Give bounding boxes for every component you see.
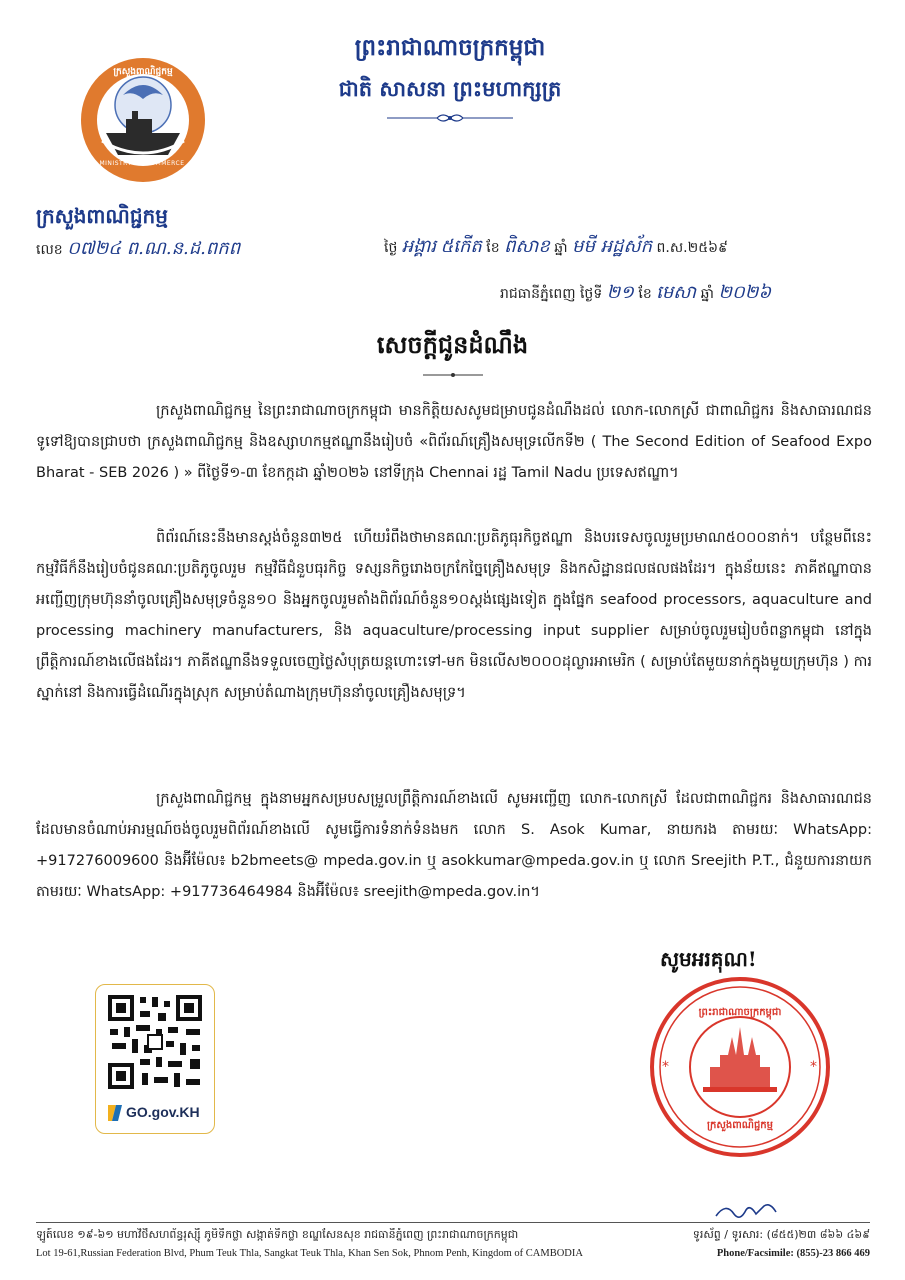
document-title: សេចក្តីជូនដំណឹង — [376, 330, 529, 359]
kingdom-header: ព្រះរាជាណាចក្រកម្ពុជា — [354, 34, 546, 61]
lunar-date — [384, 234, 728, 261]
footer-address-en: Lot 19-61,Russian Federation Blvd, Phum Teuk Thla, Sangkat Teuk Thla, Khan Sen Sok, Phnom Penh, Kingdom of CAMBODIA — [36, 1248, 583, 1259]
ministry-name: ក្រសួងពាណិជ្ជកម្ម — [36, 204, 168, 228]
footer-divider — [36, 1222, 870, 1223]
body-paragraph-3: ក្រសួងពាណិជ្ជកម្ម ក្នុងនាមអ្នកសម្របសម្រួលព្រឹត្តិការណ៍ខាងលើ សូមអញ្ជើញ លោក-លោកស្រី ដែលជាពាណិជ្ជករ និងសាធារណជន ដែលមានចំណាប់អារម្មណ៍ចង់ចូលរួមពិព័រណ៍ខាងលើ សូមធ្វើការទំនាក់ទំនងមក លោក S. Asok Kumar, នាយករង តាមរយៈ WhatsApp: +917276009600 និងអ៊ីម៉ែល៖ b2bmeets@ mpeda.gov.in ឬ asokkumar@mpeda.gov.in ឬ លោក Sreejith P.T., ជំនួយការនាយក តាមរយៈ WhatsApp: +917736464984 និងអ៊ីម៉ែល៖ sreejith@mpeda.gov.in។ — [36, 791, 872, 900]
solar-month: មេសា — [656, 282, 697, 303]
qr-code-icon — [106, 993, 204, 1091]
seal-outer-text: ព្រះរាជាណាចក្រកម្ពុជា — [698, 1007, 782, 1018]
lunar-month: ពិសាខ — [504, 236, 550, 257]
body-paragraph-2: ពិព័រណ៍នេះនឹងមានស្តង់ចំនួន៣២៥ ហើយរំពឹងថាមានគណៈប្រតិភូធុរកិច្ចឥណ្ឌា និងបរទេសចូលរួមប្រមាណ៥០០០នាក់។ បន្ថែមពីនេះ កម្មវិធីក៏នឹងរៀបចំជូនគណៈប្រតិភូចូលរួម កម្មវិធីជំនួបធុរកិច្ច ទស្សនកិច្ចរោងចក្រកែច្នៃគ្រឿងសមុទ្រ និងកសិដ្ឋានជលផលផងដែរ។ ក្នុងន័យនេះ ភាគីឥណ្ឌាបានអញ្ជើញក្រុមហ៊ុននាំចូលគ្រឿងសមុទ្រចំនួន១០ និងអ្នកចូលរួមតាំងពិព័រណ៍ចំនួន១០ស្តង់ផ្សេងទៀត ក្នុងផ្នែក seafood processors, aquaculture and processing machinery manufacturers, និង aquaculture/processing input supplier សម្រាប់ចូលរួមរៀបចំពន្លាកម្ពុជា នៅក្នុងព្រឹត្តិការណ៍ខាងលើផងដែរ។ ភាគីឥណ្ឌានឹងទទួលចេញថ្លៃសំបុត្រយន្តហោះទៅ-មក មិនលើស២០០០ដុល្លារអាមេរិក ( សម្រាប់តែមួយនាក់ក្នុងមួយក្រុមហ៊ុន ) ការស្នាក់នៅ និងការធ្វើដំណើរក្នុងស្រុក សម្រាប់តំណាងក្រុមហ៊ុននាំចូលគ្រឿងសមុទ្រ។ — [36, 530, 872, 701]
reference-label: លេខ — [36, 242, 63, 258]
reference-value: ០៧២៤ ព.ណ.ន.ដ.ពកព — [67, 238, 241, 259]
qr-verification-box[interactable] — [95, 984, 215, 1134]
date-place: រាជធានីភ្នំពេញ ថ្ងៃទី — [500, 286, 603, 302]
footer-phone-en: Phone/Facsimile: (855)-23 866 469 — [716, 1248, 870, 1259]
lunar-day: អង្គារ — [401, 236, 437, 257]
closing-thanks: សូមអរគុណ! — [660, 947, 757, 971]
reference-number — [36, 236, 240, 263]
logo-bottom-text: MINISTRY OF COMMERCE — [99, 160, 185, 167]
logo-ring-text: ក្រសួងពាណិជ្ជកម្ម — [113, 67, 173, 77]
title-ornament-icon — [423, 371, 483, 379]
footer-phone-kh: ទូរស័ព្ទ / ទូរសារ: (៨៥៥)២៣ ៨៦៦ ៤៦៩ — [692, 1228, 870, 1241]
day-label: ថ្ងៃ — [384, 240, 398, 256]
solar-year: ២០២៦ — [718, 282, 772, 303]
national-motto: ជាតិ សាសនា ព្រះមហាក្សត្រ — [338, 76, 562, 101]
ornament-divider-icon — [385, 110, 515, 126]
solar-year-label: ឆ្នាំ — [700, 286, 714, 302]
lunar-month-label: ខែ — [486, 240, 500, 256]
initial-signature — [712, 1198, 782, 1224]
qr-caption: GO.gov.KH — [126, 1104, 200, 1120]
lunar-day-number: ៥កើត — [440, 236, 482, 257]
svg-text:*: * — [662, 1059, 669, 1075]
body-paragraph-1: ក្រសួងពាណិជ្ជកម្ម នៃព្រះរាជាណាចក្រកម្ពុជា មានកិត្តិយសសូមជម្រាបជូនដំណឹងដល់ លោក-លោកស្រី ជាពាណិជ្ជករ និងសាធារណជនទូទៅឱ្យបានជ្រាបថា ក្រសួងពាណិជ្ជកម្ម និងឧស្សាហកម្មឥណ្ឌានឹងរៀបចំ «ពិព័រណ៍គ្រឿងសមុទ្រលើកទី២ ( The Second Edition of Seafood Expo Bharat - SEB 2026 ) » ពីថ្ងៃទី១-៣ ខែកក្កដា ឆ្នាំ២០២៦ នៅទីក្រុង Chennai រដ្ឋ Tamil Nadu ប្រទេសឥណ្ឌា។ — [36, 403, 872, 481]
solar-day: ២១ — [606, 282, 634, 303]
buddhist-era: ព.ស.២៥៦៩ — [656, 240, 728, 256]
solar-month-label: ខែ — [638, 286, 652, 302]
svg-text:*: * — [810, 1059, 817, 1075]
lunar-year: មមី អដ្ឋស័ក — [572, 236, 653, 257]
gov-brand-icon — [106, 1103, 124, 1123]
seal-inner-text: ក្រសួងពាណិជ្ជកម្ម — [707, 1120, 773, 1131]
footer-address-kh: ឡូត៍លេខ ១៩-៦១ មហាវិថីសហព័ន្ធរុស្ស៊ី ភូមិទឹកថ្លា សង្កាត់ទឹកថ្លា ខណ្ឌសែនសុខ រាជធានីភ្នំពេញ ព្រះរាជាណាចក្រកម្ពុជា — [36, 1228, 519, 1241]
lunar-year-label: ឆ្នាំ — [554, 240, 568, 256]
solar-date — [500, 280, 771, 307]
